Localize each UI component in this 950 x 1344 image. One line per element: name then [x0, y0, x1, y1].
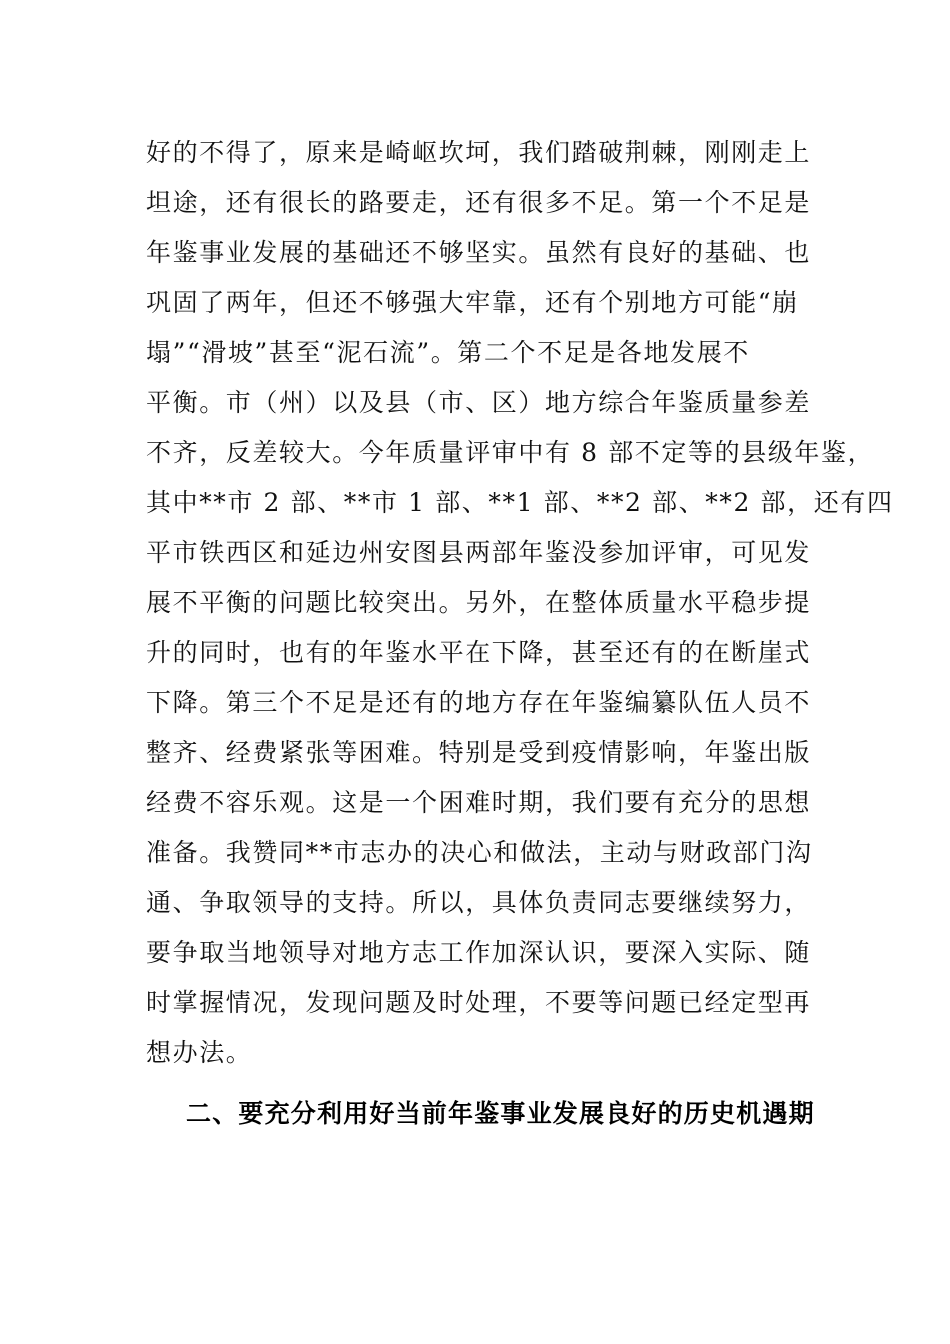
section-heading: 二、要充分利用好当前年鉴事业发展良好的历史机遇期: [186, 1099, 815, 1128]
paragraph-line: 不齐，反差较大。今年质量评审中有 8 部不定等的县级年鉴，: [146, 438, 875, 467]
paragraph-line: 坦途，还有很长的路要走，还有很多不足。第一个不足是: [146, 188, 812, 217]
body-paragraph: [146, 128, 894, 1078]
paragraph-line: 升的同时，也有的年鉴水平在下降，甚至还有的在断崖式: [146, 638, 812, 667]
paragraph-line: 整齐、经费紧张等困难。特别是受到疫情影响，年鉴出版: [146, 738, 812, 767]
paragraph-line: 好的不得了，原来是崎岖坎坷，我们踏破荆棘，刚刚走上: [146, 138, 812, 167]
paragraph-line: 巩固了两年，但还不够强大牢靠，还有个别地方可能“崩: [146, 288, 799, 317]
paragraph-line: 展不平衡的问题比较突出。另外，在整体质量水平稳步提: [146, 588, 812, 617]
paragraph-line: 时掌握情况，发现问题及时处理，不要等问题已经定型再: [146, 988, 812, 1017]
paragraph-line: 要争取当地领导对地方志工作加深认识，要深入实际、随: [146, 938, 812, 967]
paragraph-line: 平市铁西区和延边州安图县两部年鉴没参加评审，可见发: [146, 538, 812, 567]
paragraph-line: 想办法。: [146, 1038, 253, 1067]
paragraph-line: 经费不容乐观。这是一个困难时期，我们要有充分的思想: [146, 788, 812, 817]
paragraph-line: 平衡。市（州）以及县（市、区）地方综合年鉴质量参差: [146, 388, 812, 417]
paragraph-line: 其中**市 2 部、**市 1 部、**1 部、**2 部、**2 部，还有四: [146, 488, 894, 517]
paragraph-line: 年鉴事业发展的基础还不够坚实。虽然有良好的基础、也: [146, 238, 812, 267]
paragraph-line: 准备。我赞同**市志办的决心和做法，主动与财政部门沟: [146, 838, 813, 867]
paragraph-line: 通、争取领导的支持。所以，具体负责同志要继续努力，: [146, 888, 812, 917]
paragraph-line: 塌”“滑坡”甚至“泥石流”。第二个不足是各地发展不: [146, 338, 750, 367]
paragraph-line: 下降。第三个不足是还有的地方存在年鉴编纂队伍人员不: [146, 688, 812, 717]
